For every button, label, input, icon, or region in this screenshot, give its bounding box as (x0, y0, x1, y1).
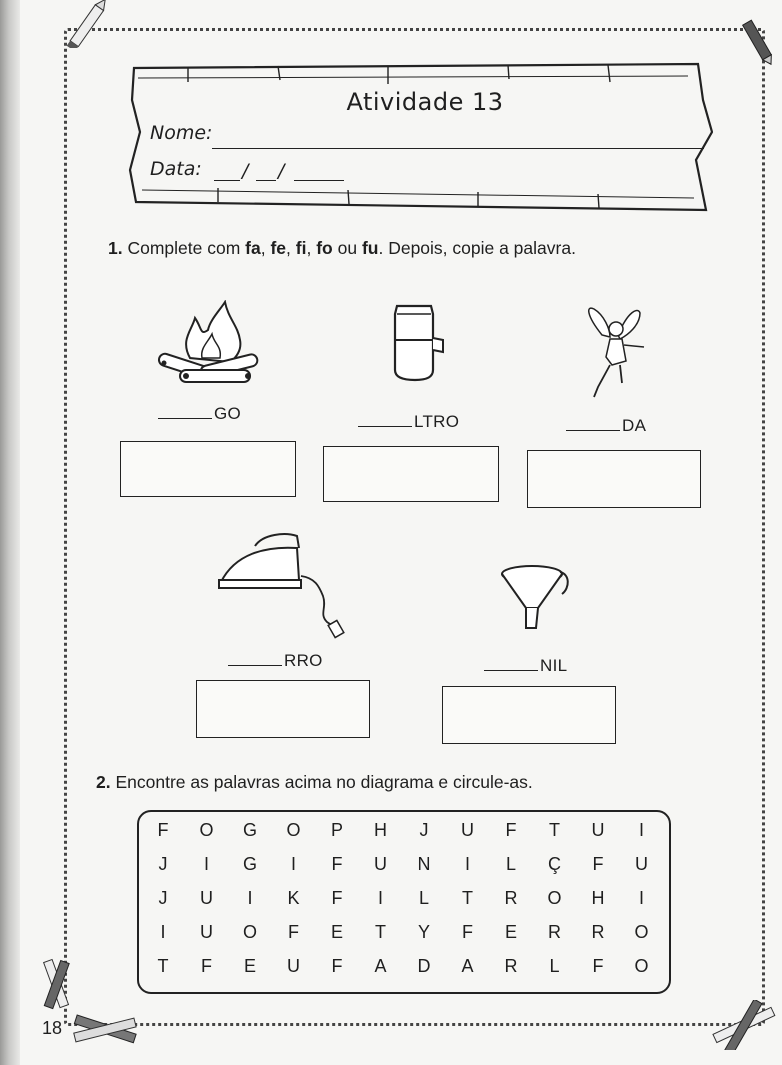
word-item-3 (566, 416, 646, 436)
grid-letter[interactable]: J (158, 888, 168, 908)
pencils-icon (30, 955, 80, 1015)
grid-row (139, 820, 669, 852)
grid-letter[interactable]: L (549, 956, 560, 976)
syllable-fo: fo (316, 238, 333, 258)
grid-letter[interactable]: O (286, 820, 301, 840)
grid-letter[interactable]: G (242, 820, 257, 840)
answer-box-4[interactable] (196, 680, 370, 738)
word-item-5 (484, 656, 567, 676)
word-suffix: LTRO (414, 412, 460, 431)
grid-letter[interactable]: T (375, 922, 386, 942)
grid-letter[interactable]: F (505, 820, 517, 840)
funnel-icon (498, 560, 573, 635)
grid-letter[interactable]: L (505, 854, 516, 874)
syllable-blank[interactable] (228, 651, 282, 666)
question-text: . Depois, copie a palavra. (378, 238, 576, 258)
word-item-4 (228, 651, 323, 671)
grid-letter[interactable]: I (638, 820, 644, 840)
iron-icon (215, 530, 355, 640)
question-1 (108, 238, 576, 259)
grid-letter[interactable]: L (418, 888, 429, 908)
grid-letter[interactable]: U (374, 854, 387, 874)
grid-letter[interactable]: A (461, 956, 474, 976)
question-2 (96, 772, 533, 793)
word-suffix: NIL (540, 656, 568, 675)
grid-letter[interactable]: E (243, 956, 256, 976)
grid-letter[interactable]: F (288, 922, 299, 942)
pencils-icon (710, 1000, 780, 1050)
header-banner (128, 60, 713, 218)
grid-letter[interactable]: R (504, 888, 518, 908)
water-filter-icon (385, 300, 450, 385)
grid-letter[interactable]: U (287, 956, 300, 976)
syllable-fu: fu (361, 238, 379, 258)
grid-letter[interactable]: F (331, 888, 343, 908)
pencil-icon (735, 10, 780, 70)
grid-letter[interactable]: I (247, 888, 253, 908)
syllable-blank[interactable] (358, 412, 412, 427)
question-text: Encontre as palavras acima no diagrama e circule-as. (115, 772, 533, 792)
question-number: 1. (108, 238, 123, 258)
word-search-grid (137, 810, 671, 994)
grid-letter[interactable]: F (331, 854, 343, 874)
syllable-blank[interactable] (484, 656, 538, 671)
grid-letter[interactable]: U (461, 820, 474, 840)
date-day-line[interactable] (214, 180, 240, 181)
answer-box-2[interactable] (323, 446, 499, 502)
grid-letter[interactable]: H (591, 888, 605, 908)
grid-letter[interactable]: U (635, 854, 648, 874)
word-suffix: DA (622, 416, 647, 435)
grid-letter[interactable]: O (199, 820, 214, 840)
word-item-1 (158, 404, 241, 424)
name-label: Nome: (150, 122, 213, 144)
separator: , (260, 238, 271, 258)
answer-box-5[interactable] (442, 686, 616, 744)
answer-box-3[interactable] (527, 450, 701, 508)
syllable-fa: fa (245, 238, 261, 258)
date-month-line[interactable] (256, 180, 276, 181)
date-separator: / (242, 160, 249, 182)
grid-row (139, 956, 669, 988)
grid-letter[interactable]: I (160, 922, 166, 942)
grid-letter[interactable]: J (419, 820, 429, 840)
grid-letter[interactable]: F (462, 922, 473, 942)
pencil-icon (58, 0, 118, 48)
grid-letter[interactable]: T (157, 956, 169, 976)
grid-letter[interactable]: F (331, 956, 343, 976)
grid-letter[interactable]: E (330, 922, 343, 942)
activity-title: Atividade 13 (346, 88, 504, 116)
grid-letter[interactable]: F (157, 820, 169, 840)
grid-letter[interactable]: F (201, 956, 212, 976)
grid-letter[interactable]: U (591, 820, 605, 840)
grid-letter[interactable]: J (158, 854, 168, 874)
word-suffix: GO (214, 404, 242, 423)
grid-letter[interactable]: T (462, 888, 473, 908)
date-separator: / (278, 160, 285, 182)
grid-letter[interactable]: R (548, 922, 561, 942)
book-spine (0, 0, 20, 1065)
fairy-icon (582, 305, 652, 405)
grid-letter[interactable]: O (242, 922, 257, 942)
grid-letter[interactable]: R (504, 956, 518, 976)
grid-letter[interactable]: T (549, 820, 560, 840)
date-year-line[interactable] (294, 180, 344, 181)
grid-letter[interactable]: G (242, 854, 257, 874)
separator: , (286, 238, 296, 258)
grid-letter[interactable]: O (547, 888, 562, 908)
grid-letter[interactable]: Y (417, 922, 430, 942)
grid-letter[interactable]: N (417, 854, 431, 874)
separator: , (306, 238, 317, 258)
grid-letter[interactable]: H (374, 820, 387, 840)
grid-letter[interactable]: Ç (548, 854, 561, 874)
grid-row (139, 888, 669, 920)
grid-letter[interactable]: I (638, 888, 644, 908)
date-label: Data: (150, 158, 202, 180)
question-text: Complete com (127, 238, 246, 258)
grid-letter[interactable]: P (330, 820, 343, 840)
grid-row (139, 922, 669, 954)
word-item-2 (358, 412, 459, 432)
grid-letter[interactable]: E (504, 922, 517, 942)
grid-letter[interactable]: D (417, 956, 431, 976)
answer-box-1[interactable] (120, 441, 296, 497)
grid-letter[interactable]: F (592, 854, 604, 874)
page-number: 18 (42, 1018, 63, 1038)
grid-letter[interactable]: I (290, 854, 296, 874)
name-line[interactable] (212, 148, 704, 149)
grid-letter[interactable]: F (592, 956, 604, 976)
grid-letter[interactable]: I (377, 888, 383, 908)
grid-letter[interactable]: U (200, 922, 213, 942)
word-suffix: RRO (284, 651, 323, 670)
grid-letter[interactable]: A (374, 956, 387, 976)
campfire-icon (150, 300, 265, 390)
syllable-blank[interactable] (566, 416, 620, 431)
grid-letter[interactable]: K (287, 888, 300, 908)
grid-row (139, 854, 669, 886)
grid-letter[interactable]: I (464, 854, 470, 874)
syllable-blank[interactable] (158, 404, 212, 419)
question-number: 2. (96, 772, 111, 792)
grid-letter[interactable]: R (591, 922, 605, 942)
grid-letter[interactable]: O (634, 922, 649, 942)
syllable-fi: fi (295, 238, 307, 258)
grid-letter[interactable]: I (203, 854, 209, 874)
pencils-icon (72, 1012, 142, 1048)
grid-letter[interactable]: O (634, 956, 649, 976)
question-text: ou (332, 238, 362, 258)
grid-letter[interactable]: U (200, 888, 213, 908)
syllable-fe: fe (270, 238, 287, 258)
